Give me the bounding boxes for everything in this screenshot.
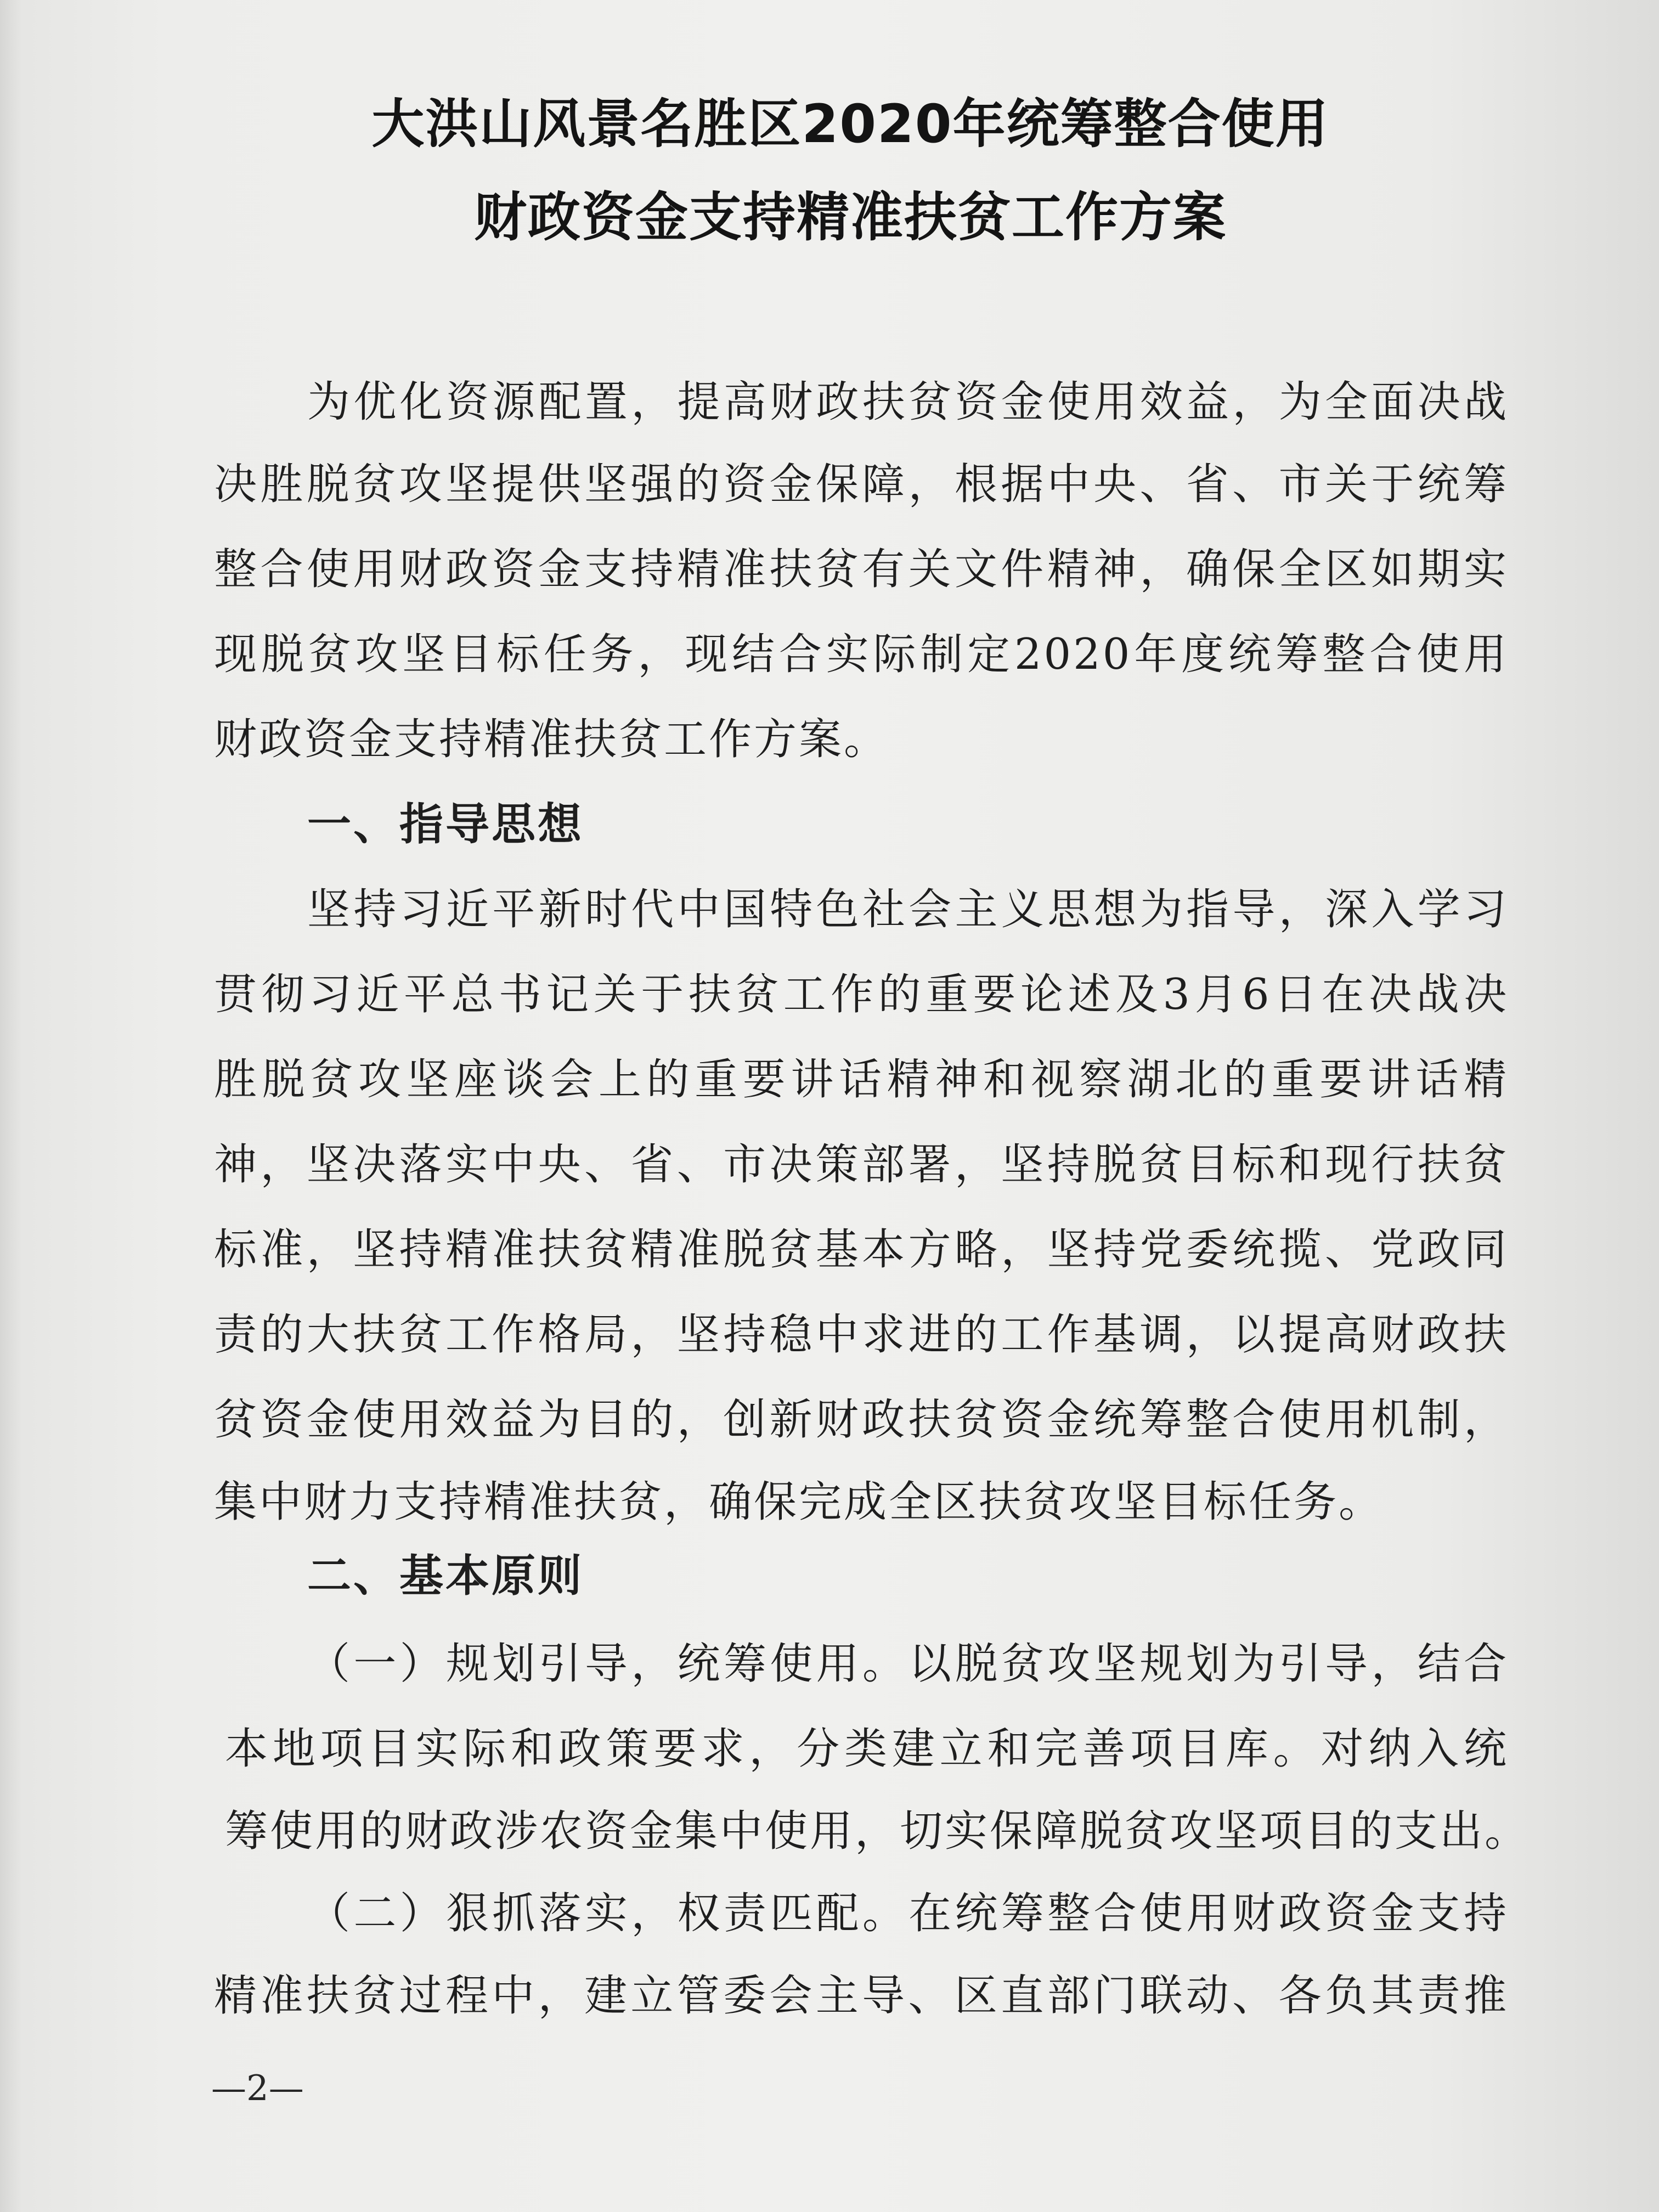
- document-title-line-1: 大洪山风景名胜区2020年统筹整合使用: [371, 93, 1329, 155]
- section1-line-7: 贫资金使用效益为目的，创新财政扶贫资金统筹整合使用机制，: [214, 1395, 1509, 1444]
- document-title-line-2: 财政资金支持精准扶贫工作方案: [474, 187, 1227, 248]
- intro-line-2: 决胜脱贫攻坚提供坚强的资金保障，根据中央、省、市关于统筹: [214, 460, 1509, 509]
- section1-line-4: 神，坚决落实中央、省、市决策部署，坚持脱贫目标和现行扶贫: [214, 1140, 1509, 1189]
- principle2-line-2: 精准扶贫过程中，建立管委会主导、区直部门联动、各负其责推: [214, 1971, 1509, 2021]
- section1-line-5: 标准，坚持精准扶贫精准脱贫基本方略，坚持党委统揽、党政同: [214, 1225, 1509, 1274]
- section1-line-2: 贯彻习近平总书记关于扶贫工作的重要论述及3月6日在决战决: [214, 970, 1509, 1019]
- principle2-line-1: （二）狠抓落实，权责匹配。在统筹整合使用财政资金支持: [307, 1889, 1509, 1938]
- section1-line-8: 集中财力支持精准扶贫，确保完成全区扶贫攻坚目标任务。: [214, 1477, 1384, 1527]
- section1-line-1: 坚持习近平新时代中国特色社会主义思想为指导，深入学习: [307, 885, 1509, 934]
- intro-line-3: 整合使用财政资金支持精准扶贫有关文件精神，确保全区如期实: [214, 545, 1509, 594]
- intro-line-1: 为优化资源配置，提高财政扶贫资金使用效益，为全面决战: [307, 377, 1509, 427]
- section1-line-6: 责的大扶贫工作格局，坚持稳中求进的工作基调，以提高财政扶: [214, 1310, 1509, 1359]
- principle1-line-2: 本地项目实际和政策要求，分类建立和完善项目库。对纳入统: [225, 1724, 1509, 1774]
- principle1-line-3: 筹使用的财政涉农资金集中使用，切实保障脱贫攻坚项目的支出。: [225, 1807, 1530, 1856]
- principle1-line-1: （一）规划引导，统筹使用。以脱贫攻坚规划为引导，结合: [307, 1639, 1509, 1689]
- section-heading-basic-principles: 二、基本原则: [307, 1550, 584, 1601]
- page-number: —2—: [211, 2068, 304, 2109]
- intro-line-4: 现脱贫攻坚目标任务，现结合实际制定2020年度统筹整合使用: [214, 630, 1509, 679]
- section-heading-guiding-ideology: 一、指导思想: [307, 799, 584, 850]
- section1-line-3: 胜脱贫攻坚座谈会上的重要讲话精神和视察湖北的重要讲话精: [214, 1055, 1509, 1104]
- intro-line-5: 财政资金支持精准扶贫工作方案。: [214, 715, 889, 764]
